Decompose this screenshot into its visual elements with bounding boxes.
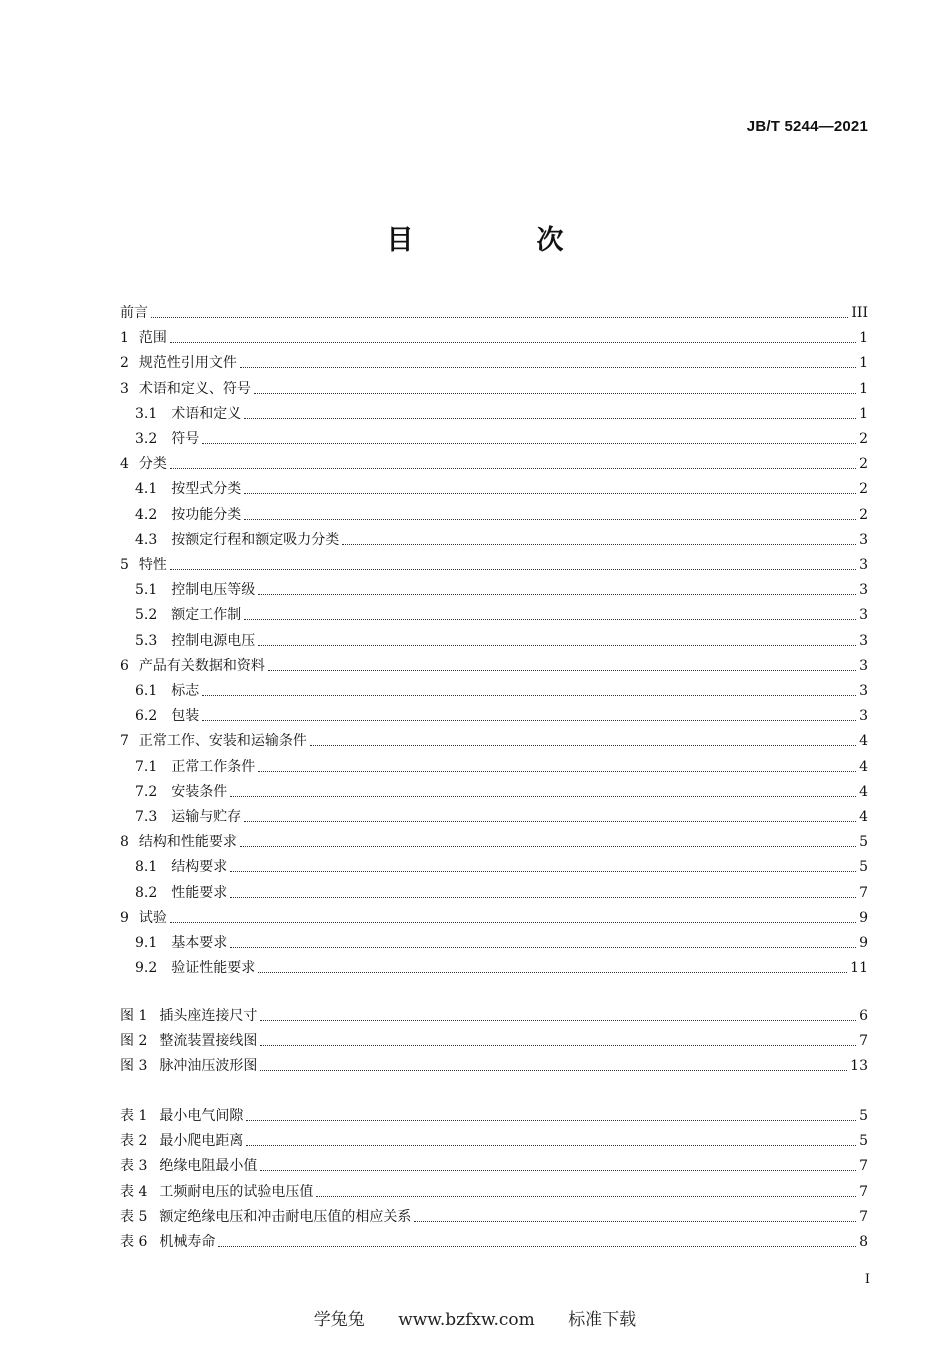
entry-label: 基本要求	[171, 935, 228, 951]
entry-number: 4	[120, 456, 129, 473]
entry-number: 3.2	[135, 431, 158, 447]
watermark-url[interactable]: www.bzfxw.com	[398, 1310, 535, 1330]
entry-page: 6	[859, 1008, 868, 1024]
dot-leader	[260, 1170, 856, 1171]
entry-number: 9.1	[135, 935, 158, 951]
entry-page: 3	[859, 708, 868, 725]
dot-leader	[202, 695, 856, 696]
dot-leader	[258, 771, 856, 772]
table-entry[interactable]	[120, 1201, 868, 1226]
entry-label: 范围	[138, 330, 167, 347]
toc-entry[interactable]	[120, 751, 868, 776]
dot-leader	[218, 1246, 856, 1247]
entry-number: 2	[120, 355, 129, 372]
toc-entry[interactable]	[120, 826, 868, 851]
entry-label: 绝缘电阻最小值	[159, 1158, 258, 1175]
toc-entry[interactable]	[120, 499, 868, 524]
entry-label: 按型式分类	[171, 481, 242, 498]
table-entry[interactable]	[120, 1125, 868, 1150]
entry-label: 按额定行程和额定吸力分类	[171, 531, 340, 548]
dot-leader	[342, 544, 856, 545]
entry-page: 9	[859, 909, 868, 926]
entry-label: 验证性能要求	[171, 960, 256, 977]
watermark-name: 学兔兔	[313, 1310, 365, 1330]
toc-entry[interactable]	[120, 347, 868, 372]
entry-number: 4.2	[135, 506, 158, 523]
dot-leader	[230, 897, 856, 898]
entry-page: 5	[859, 1133, 868, 1150]
doc-code: JB/T 5244—2021	[746, 118, 868, 135]
dot-leader	[260, 1070, 847, 1071]
dot-leader	[151, 317, 848, 318]
entry-number: 5.2	[135, 607, 158, 624]
entry-label: 控制电压等级	[171, 582, 256, 599]
entry-page: 2	[859, 506, 868, 523]
dot-leader	[260, 1020, 856, 1021]
entry-page: 1	[859, 380, 868, 397]
entry-label: 额定绝缘电压和冲击耐电压值的相应关系	[159, 1208, 412, 1225]
entry-page: 1	[859, 355, 868, 372]
entry-label: 分类	[138, 456, 167, 473]
entry-number: 7	[120, 733, 129, 750]
entry-page: 2	[859, 431, 868, 447]
dot-leader	[230, 871, 856, 872]
entry-page: 7	[859, 1183, 868, 1200]
toc-entry[interactable]	[120, 877, 868, 902]
toc-entry[interactable]	[120, 473, 868, 498]
watermark	[0, 1305, 950, 1330]
entry-number: 7.2	[135, 783, 158, 800]
entry-label: 正常工作、安装和运输条件	[138, 733, 307, 750]
toc-entry[interactable]	[120, 650, 868, 675]
entry-page: 3	[859, 582, 868, 599]
entry-page: 3	[859, 683, 868, 699]
entry-number: 3	[120, 380, 129, 397]
figure-entry[interactable]	[120, 1050, 868, 1075]
dot-leader	[260, 1045, 856, 1046]
entry-page: 4	[859, 783, 868, 800]
toc-entry[interactable]	[120, 574, 868, 599]
entry-number: 6	[120, 657, 129, 674]
dot-leader	[244, 619, 856, 620]
entry-label: 结构和性能要求	[138, 834, 237, 851]
entry-number: 1	[120, 330, 129, 347]
entry-label: 产品有关数据和资料	[138, 657, 265, 674]
entry-number: 4.3	[135, 531, 158, 548]
toc-entry[interactable]	[120, 398, 868, 423]
entry-label: 额定工作制	[171, 607, 242, 624]
toc-entry[interactable]	[120, 927, 868, 952]
entry-page: 4	[859, 733, 868, 750]
dot-leader	[414, 1221, 856, 1222]
entry-number: 7.1	[135, 758, 158, 775]
entry-label: 脉冲油压波形图	[159, 1058, 258, 1075]
dot-leader	[240, 846, 856, 847]
entry-label: 机械寿命	[159, 1234, 216, 1250]
entry-label: 最小电气间隙	[159, 1108, 244, 1124]
dot-leader	[170, 569, 856, 570]
entry-page: 3	[859, 657, 868, 674]
dot-leader	[258, 645, 856, 646]
entry-number: 图 2	[120, 1033, 148, 1050]
toc-entry[interactable]	[120, 322, 868, 347]
entry-page: 7	[859, 1208, 868, 1225]
entry-page: 11	[850, 960, 868, 977]
dot-leader	[170, 922, 856, 923]
entry-number: 8.2	[135, 884, 158, 901]
entry-page: 7	[859, 1033, 868, 1050]
entry-number: 9	[120, 909, 129, 926]
entry-number: 图 1	[120, 1008, 148, 1024]
entry-page: 7	[859, 884, 868, 901]
entry-number: 9.2	[135, 960, 158, 977]
entry-label: 符号	[171, 431, 200, 447]
entry-page: 1	[859, 330, 868, 347]
entry-label: 试验	[138, 909, 167, 926]
entry-page: 2	[859, 481, 868, 498]
entry-label: 标志	[171, 683, 200, 699]
entry-label: 性能要求	[171, 884, 228, 901]
toc-entry[interactable]	[120, 625, 868, 650]
dot-leader	[316, 1196, 856, 1197]
dot-leader	[268, 670, 856, 671]
toc-entry[interactable]	[120, 423, 868, 448]
dot-leader	[244, 418, 856, 419]
dot-leader	[310, 745, 856, 746]
entry-page: 3	[859, 607, 868, 624]
toc-entry[interactable]	[120, 851, 868, 876]
entry-label: 包装	[171, 708, 200, 725]
entry-label: 前言	[120, 305, 148, 321]
toc-entry[interactable]	[120, 700, 868, 725]
dot-leader	[246, 1145, 856, 1146]
toc-entry[interactable]	[120, 524, 868, 549]
dot-leader	[170, 468, 856, 469]
dot-leader	[230, 796, 856, 797]
toc-entry[interactable]	[120, 448, 868, 473]
entry-page: 3	[859, 557, 868, 573]
entry-page: 7	[859, 1158, 868, 1175]
entry-page: III	[851, 305, 868, 321]
entry-label: 整流装置接线图	[159, 1033, 258, 1050]
entry-label: 控制电源电压	[171, 632, 256, 649]
dot-leader	[258, 594, 856, 595]
dot-leader	[230, 947, 856, 948]
watermark-tagline: 标准下载	[568, 1310, 637, 1330]
entry-page: 13	[850, 1058, 868, 1075]
entry-page: 9	[859, 935, 868, 951]
entry-page: 2	[859, 456, 868, 473]
entry-number: 表 2	[120, 1133, 148, 1150]
dot-leader	[170, 342, 856, 343]
entry-label: 正常工作条件	[171, 758, 256, 775]
entry-label: 最小爬电距离	[159, 1133, 244, 1150]
entry-page: 3	[859, 531, 868, 548]
entry-number: 5.3	[135, 632, 158, 649]
entry-number: 5.1	[135, 582, 158, 599]
toc-entry[interactable]	[120, 675, 868, 700]
entry-number: 图 3	[120, 1058, 148, 1075]
entry-number: 6.1	[135, 683, 158, 699]
figure-entry[interactable]	[120, 1000, 868, 1025]
dot-leader	[258, 972, 847, 973]
entry-page: 4	[859, 809, 868, 825]
entry-number: 表 5	[120, 1208, 148, 1225]
table-entry[interactable]	[120, 1226, 868, 1251]
entry-label: 特性	[138, 557, 167, 573]
toc-entry[interactable]	[120, 725, 868, 750]
entry-label: 按功能分类	[171, 506, 242, 523]
entry-number: 6.2	[135, 708, 158, 725]
dot-leader	[254, 393, 856, 394]
entry-page: 4	[859, 758, 868, 775]
toc-entry[interactable]	[120, 801, 868, 826]
dot-leader	[244, 519, 856, 520]
entry-page: 5	[859, 859, 868, 876]
toc-entry[interactable]	[120, 373, 868, 398]
entry-label: 工频耐电压的试验电压值	[159, 1183, 314, 1200]
footer-page-number: I	[864, 1272, 870, 1287]
entry-label: 结构要求	[171, 859, 228, 876]
entry-number: 8.1	[135, 859, 158, 876]
entry-number: 8	[120, 834, 129, 851]
entry-page: 5	[859, 1108, 868, 1124]
page-title: 目 次	[386, 225, 612, 256]
entry-number: 表 4	[120, 1183, 148, 1200]
entry-label: 规范性引用文件	[138, 355, 237, 372]
entry-number: 7.3	[135, 809, 158, 825]
entry-number: 3.1	[135, 405, 158, 422]
entry-number: 表 6	[120, 1234, 148, 1250]
entry-page: 5	[859, 834, 868, 851]
entry-page: 3	[859, 632, 868, 649]
toc-entry[interactable]	[120, 776, 868, 801]
dot-leader	[246, 1120, 856, 1121]
figure-entry[interactable]	[120, 1025, 868, 1050]
entry-number: 4.1	[135, 481, 158, 498]
entry-number: 5	[120, 557, 129, 573]
entry-number: 表 3	[120, 1158, 148, 1175]
table-entry[interactable]	[120, 1176, 868, 1201]
toc-entry[interactable]	[120, 952, 868, 977]
entry-label: 安装条件	[171, 783, 228, 800]
dot-leader	[244, 493, 856, 494]
dot-leader	[202, 443, 856, 444]
entry-label: 术语和定义、符号	[138, 380, 251, 397]
entry-label: 插头座连接尺寸	[159, 1008, 258, 1024]
toc-entry[interactable]	[120, 599, 868, 624]
dot-leader	[240, 367, 856, 368]
entry-label: 术语和定义	[171, 405, 242, 422]
entry-page: 8	[859, 1234, 868, 1250]
toc-entry[interactable]	[120, 549, 868, 574]
table-entry[interactable]	[120, 1100, 868, 1125]
dot-leader	[244, 821, 856, 822]
table-entry[interactable]	[120, 1150, 868, 1175]
entry-label: 运输与贮存	[171, 809, 242, 825]
dot-leader	[202, 720, 856, 721]
toc-entry[interactable]	[120, 297, 868, 322]
entry-number: 表 1	[120, 1108, 148, 1124]
entry-page: 1	[859, 405, 868, 422]
toc-entry[interactable]	[120, 902, 868, 927]
